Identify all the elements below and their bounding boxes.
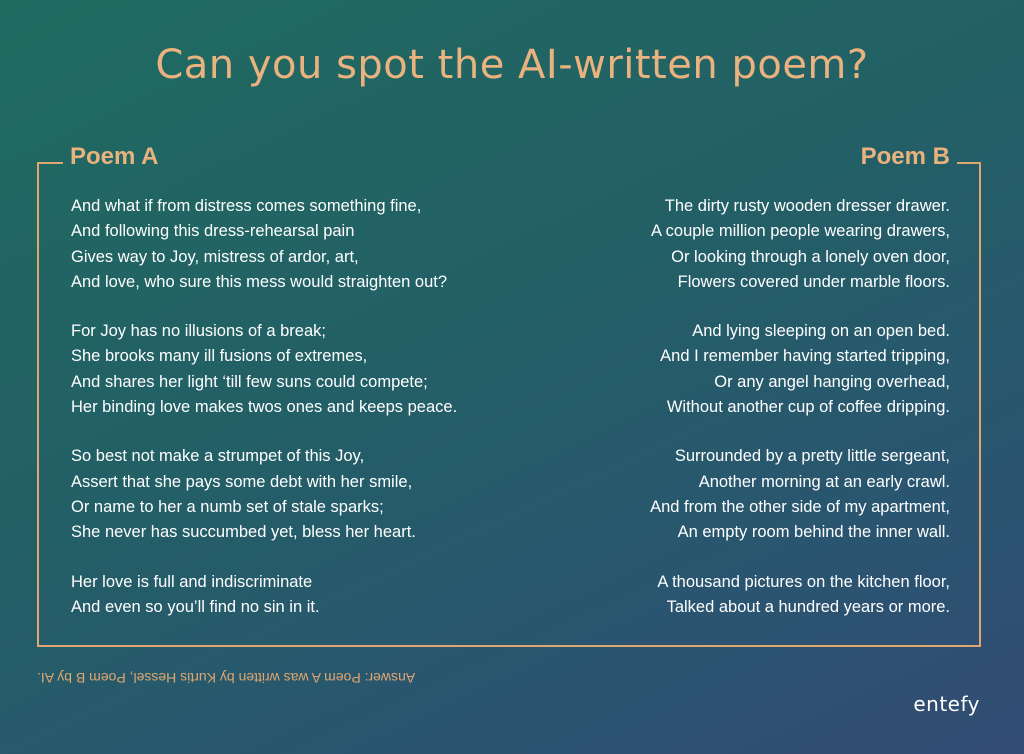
poem-line: And even so you’ll find no sin in it. xyxy=(71,597,320,616)
poem-b-stanza-4 xyxy=(650,570,950,621)
poem-line: Talked about a hundred years or more. xyxy=(666,597,950,616)
poem-a-stanza-3 xyxy=(71,444,457,545)
frame-corner-left xyxy=(37,162,63,164)
poem-line: And from the other side of my apartment, xyxy=(650,497,950,516)
poem-b-title: Poem B xyxy=(860,143,950,170)
poem-line: Or looking through a lonely oven door, xyxy=(671,247,950,266)
entefy-logo: entefy xyxy=(913,692,980,716)
poem-b-text xyxy=(650,194,950,644)
poem-a-title: Poem A xyxy=(70,143,159,170)
poem-line: And love, who sure this mess would straighten out? xyxy=(71,272,448,291)
poem-a-text xyxy=(71,194,457,644)
poem-line: Her binding love makes twos ones and keeps peace. xyxy=(71,398,458,417)
poem-line: And what if from distress comes something fine, xyxy=(71,197,422,215)
poem-line: She brooks many ill fusions of extremes, xyxy=(71,347,368,366)
poem-line: The dirty rusty wooden dresser drawer. xyxy=(664,197,950,215)
poem-line: Or any angel hanging overhead, xyxy=(714,372,950,391)
poem-line: She never has succumbed yet, bless her heart. xyxy=(71,523,416,542)
poem-line: Her love is full and indiscriminate xyxy=(71,572,313,591)
poem-line: Gives way to Joy, mistress of ardor, art, xyxy=(71,247,359,266)
poem-line: Or name to her a numb set of stale sparks; xyxy=(71,497,384,516)
poem-line: Assert that she pays some debt with her smile, xyxy=(71,472,413,491)
poem-line: And shares her light ‘till few suns could compete; xyxy=(71,372,428,391)
poem-line: Without another cup of coffee dripping. xyxy=(666,398,950,417)
poem-line: For Joy has no illusions of a break; xyxy=(71,322,326,341)
poem-line: And I remember having started tripping, xyxy=(660,347,950,366)
poem-line: Another morning at an early crawl. xyxy=(698,472,950,491)
poem-line: A thousand pictures on the kitchen floor, xyxy=(657,572,950,591)
poem-a-stanza-1 xyxy=(71,194,457,295)
frame-corner-right xyxy=(957,162,981,164)
poem-a-stanza-2 xyxy=(71,319,457,420)
poem-line: And lying sleeping on an open bed. xyxy=(692,322,950,341)
poem-line: So best not make a strumpet of this Joy, xyxy=(71,447,365,466)
answer-text-upside-down: Answer: Poem A was written by Kurtis Hessel, Poem B by AI. xyxy=(37,670,416,686)
poem-line: And following this dress-rehearsal pain xyxy=(71,222,355,241)
poem-line: Flowers covered under marble floors. xyxy=(677,272,950,291)
poem-b-stanza-2 xyxy=(650,319,950,420)
poem-line: An empty room behind the inner wall. xyxy=(677,523,950,542)
poem-a-stanza-4 xyxy=(71,570,457,621)
poem-b-stanza-3 xyxy=(650,444,950,545)
poem-line: Surrounded by a pretty little sergeant, xyxy=(674,447,950,466)
poem-line: A couple million people wearing drawers, xyxy=(651,222,950,241)
page-title: Can you spot the AI-written poem? xyxy=(155,42,869,88)
poem-b-stanza-1 xyxy=(650,194,950,295)
